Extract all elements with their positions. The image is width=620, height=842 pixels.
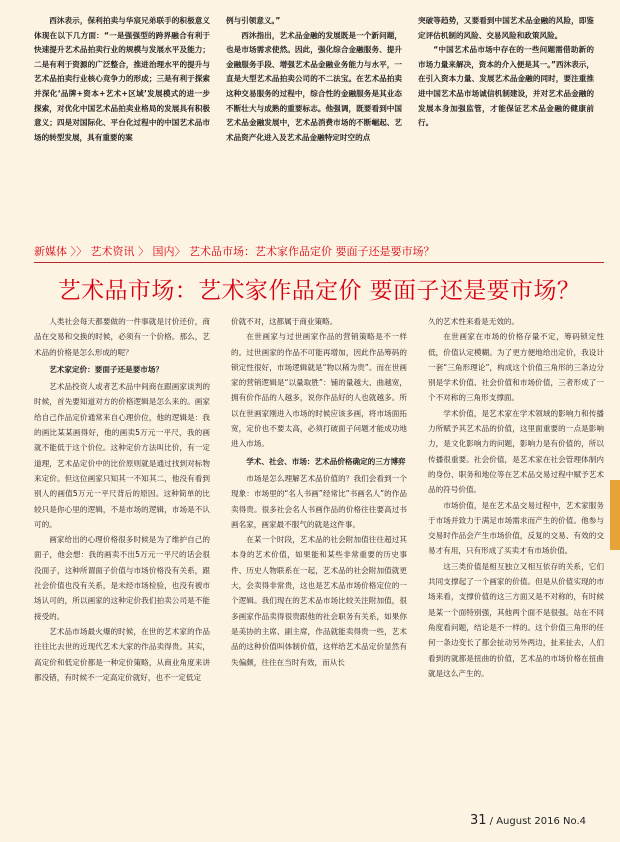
paragraph: 例与引领意义。” <box>226 16 281 25</box>
top-article-continuation <box>34 14 594 145</box>
top-column-3 <box>418 14 594 145</box>
paragraph: 艺术品投资人或者艺术品中间商在跟画家谈判的时候，首先要知道对方的价格逻辑是怎么来的。画家给自己作品定价通常来自心理价位，他的逻辑是：我的画比某某画得好，他的画卖5万元一平尺，我的画就不能低于这个价位。这种定价方法叫比价，有一定道理，艺术品定价中的比价原则就是通过找到对标物来定价。但这位画家只知其一不知其二，他没有看到别人的画值5万元一平尺背后的原因。这种简单的比较只是你心里的逻辑，不是市场的逻辑，市场是不认可的。 <box>34 382 210 529</box>
paragraph: 学术价值，是艺术家在学术领域的影响力和传播力所赋予其艺术品的价值，这里面重要的一点是影响力，是文化影响力的问题，影响力是有价值的，所以传播很重要。社会价值，是艺术家在社会管理体制内的身份、职务和地位等在艺术品交易过程中赋予艺术品的符号价值。 <box>428 408 604 495</box>
body-column-1 <box>34 314 210 685</box>
paragraph: 价就不对，这都属于商业策略。 <box>231 317 338 326</box>
article-body <box>34 314 604 685</box>
subheading: 学术、社会、市场：艺术品价格确定的三方博弈 <box>246 456 406 466</box>
paragraph: 人类社会每天都要做的一件事就是讨价还价，商品在交易和交换的时候，必须有一个价格。那么，艺术品的价格是怎么形成的呢？ <box>34 317 210 357</box>
body-column-3 <box>428 314 604 685</box>
paragraph: 久的艺术性来看是无效的。 <box>428 317 520 326</box>
paragraph: 这三类价值是相互独立又相互依存的关系，它们共同支撑起了一个画家的价值。但是从价值实现的市场来看，支撑价值的这三方面又是不对称的，有时候是某一个面特别强，其他两个面不是很强。站在不同角度看问题，结论是不一样的。这个价值三角形的任何一条边变长了都会扯动另外两边，扯来扯去，人们看到的就都是扭曲的价值，艺术品的市场价格在扭曲就是这么产生的。 <box>428 561 604 678</box>
paragraph: 画家给出的心理价格很多时候是为了维护自己的面子，他会想：我的画卖不出5万元一平尺的话会很没面子，这种所谓面子价值与市场价格没有关系，跟社会价值也没有关系，是未经市场检验，也没有被市场认可的，所以画家的这种定价我们拍卖公司是不能接受的。 <box>34 535 210 621</box>
paragraph: 在世画家在市场的价格存量不定，筹码锁定性低，价值认定模糊。为了更方便地给出定价，我设计一套“三角形理论”，构成这个价值三角形的三条边分别是学术价值、社会价值和市场价值，三者形成了一个不对称的三角形支撑面。 <box>428 332 604 403</box>
paragraph: 突破等趋势，又要看到中国艺术品金融的风险，即鉴定评估机制的风险、交易风险和政策风险。 <box>418 16 594 40</box>
top-column-2 <box>226 14 402 145</box>
paragraph: 在世画家与过世画家作品的营销策略是不一样的。过世画家的作品不可能再增加，因此作品筹码的锁定性很好，市场逻辑就是“物以稀为贵”。而在世画家的营销逻辑是“以量取胜”：铺的量越大、曲越宽，拥有价作品的人越多，说你作品好的人也就越多。所以在世画家刚进入市场的时候应该多画，将市场面拓宽，定价也不要太高，必须打破面子问题才能成功地进入市场。 <box>231 332 407 449</box>
article-headline: 艺术品市场：艺术家作品定价 要面子还是要市场？ <box>57 278 581 304</box>
paragraph: 艺术品市场最火爆的时候，在世的艺术家的作品往往比去世的近现代艺术大家的作品卖得贵。其实，高定价和低定价都是一种定价策略，从商业角度来讲都没错，有时候不一定高定价就好，也不一定低定 <box>34 626 210 682</box>
paragraph: 市场是怎么理解艺术品价值的？我们会看到一个现象：市场里的“名人书画”经常比“书画名人”的作品卖得贵。很多社会名人书画作品的价格往往要高过书画名家，画家最不服气的就是这件事。 <box>231 473 407 529</box>
paragraph: 在某一个时段，艺术品的社会附加值往往超过其本身的艺术价值，如果能和某些非常重要的历史事件、历史人物联系在一起，艺术品的社会附加值就更大，会卖得非常贵，这也是艺术品市场价格定位的一个逻辑。我们现在的艺术品市场比较关注附加值，很多画家作品卖得很贵跟他的社会职务有关系，如果你是美协的主席、副主席，作品就能卖得贵一些，艺术品的这种价值叫体制价值，这样给艺术品定价显然有失偏颇，往往在当时有效，而从长 <box>231 535 407 667</box>
divider <box>34 262 604 263</box>
body-column-2 <box>231 314 407 685</box>
page-number: 31 <box>469 813 487 828</box>
subheading: 艺术家定价：要面子还是要市场？ <box>49 364 164 374</box>
breadcrumb[interactable]: 新媒体 〉〉 艺术资讯 〉 国内〉 艺术品市场：艺术家作品定价 要面子还是要市场？ <box>34 245 435 258</box>
page-footer <box>470 813 586 828</box>
side-tab <box>610 480 620 550</box>
paragraph: “中国艺术品市场中存在的一些问题需借助新的市场力量来解决，资本的介入便是其一。”西沐表示，在引入资本力量、发展艺术品金融的同时，要注重推进中国艺术品市场诚信机制建设，并对艺术品金融的发展本身加强监管，才能保证艺术品金融的健康前行。 <box>418 45 594 128</box>
issue-label: / August 2016 No.4 <box>489 816 586 827</box>
paragraph: 西沐指出，艺术品金融的发展既是一个新问题，也是市场需求使然。因此，强化综合金融服务、提升金融服务手段、增强艺术品金融业务能力与水平，一直是大型艺术品拍卖公司的不二法宝。在艺术品拍卖这种交易服务的过程中，综合性的金融服务是其业态不断壮大与成熟的重要标志。他强调，既要看到中国艺术品金融发展中，艺术品消费市场的不断崛起、艺术品资产化进入及艺术品金融特定时空的点 <box>226 30 402 142</box>
paragraph: 西沐表示，保利拍卖与华宸兄弟联手的积极意义体现在以下几方面：“一是强强型的跨界融合有利于快速提升艺术品拍卖行业的规模与发展水平及能力；二是有利于资源的广泛整合，推进治理水平的提升与艺术品拍卖行业核心竞争力的形成；三是有利于探索并深化‘品牌+资本+艺术+区域’发展模式的进一步探索，对优化中国艺术品拍卖业格局的发展具有积极意义；四是对国际化、平台化过程中的中国艺术品市场的转型发展，具有重要的案 <box>34 16 210 142</box>
top-column-1 <box>34 14 210 145</box>
paragraph: 市场价值，是在艺术品交易过程中，艺术家服务于市场并致力于满足市场需求而产生的价值。他参与交易时作品会产生市场价值，反复的交易、有效的交易才有用，只有形成了买卖才有市场价值。 <box>428 500 604 556</box>
